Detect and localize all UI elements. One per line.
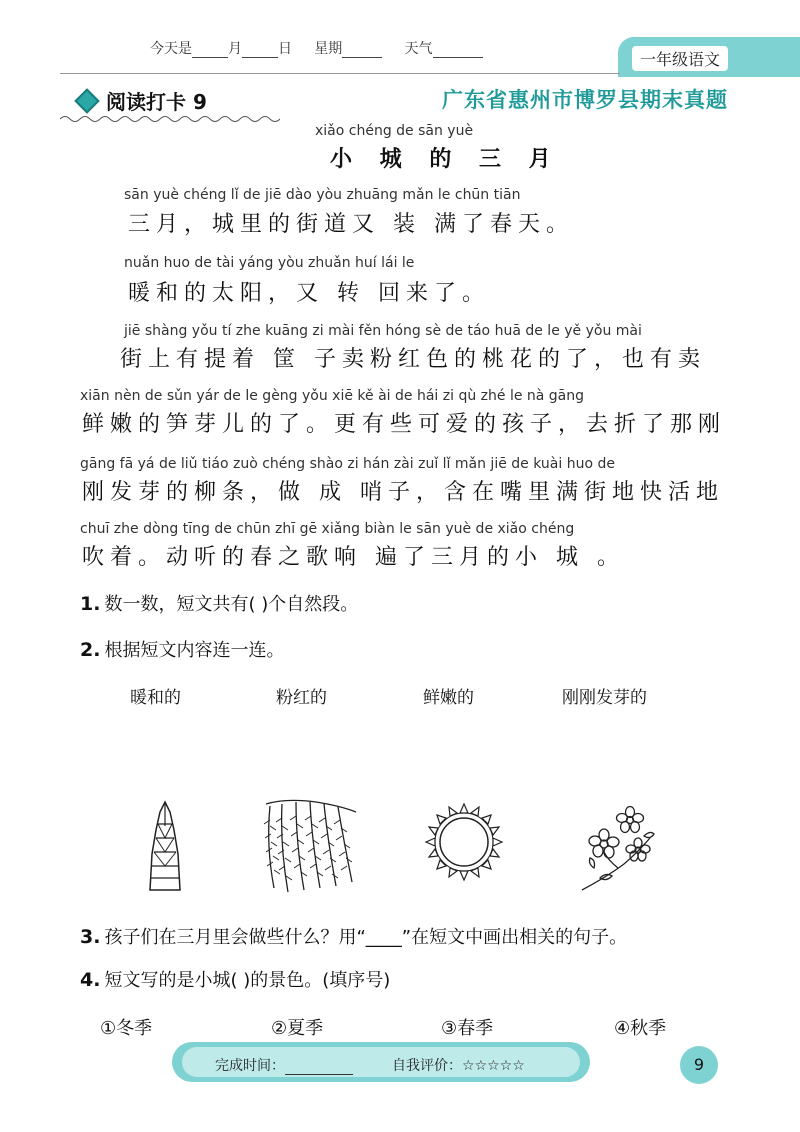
q4-number: 4. [80, 969, 101, 991]
q2-text: 根据短文内容连一连。 [104, 640, 285, 661]
question-1 [80, 590, 358, 616]
line2-text: 暖和的太阳，又 转 回来了。 [128, 281, 490, 306]
willow-icon[interactable] [256, 796, 362, 896]
peach-blossom-icon[interactable] [578, 798, 658, 894]
q1-number: 1. [80, 593, 101, 615]
time-label: 完成时间： [215, 1058, 285, 1074]
grade-label: 一年级语文 [632, 46, 728, 71]
line2-pinyin: nuǎn huo de tài yáng yòu zhuǎn huí lái le [124, 255, 415, 271]
rating-stars[interactable]: ☆☆☆☆☆ [462, 1058, 525, 1074]
self-rating [392, 1055, 525, 1075]
match-word-sprouting[interactable]: 刚刚发芽的 [562, 688, 647, 708]
line5-pinyin: gāng fā yá de liǔ tiáo zuò chéng shào zi hán zài zuǐ lǐ mǎn jiē de kuài huo de [80, 456, 615, 472]
rating-label: 自我评价： [392, 1058, 462, 1074]
weather-blank[interactable] [433, 43, 483, 58]
line4-pinyin: xiān nèn de sǔn yár de le gèng yǒu xiē kě ài de hái zi qù zhé le nà gāng [80, 388, 585, 404]
bamboo-shoot-icon[interactable] [140, 798, 190, 894]
line1-pinyin: sān yuè chéng lǐ de jiē dào yòu zhuāng mǎn le chūn tiān [124, 187, 521, 203]
question-2 [80, 636, 284, 662]
page-number: 9 [680, 1046, 718, 1084]
weekday-label: 星期 [314, 41, 343, 57]
option-summer[interactable]: ②夏季 [271, 1018, 324, 1039]
day-blank[interactable] [242, 43, 278, 58]
option-spring[interactable]: ③春季 [441, 1018, 494, 1039]
title-pinyin: xiǎo chéng de sān yuè [315, 123, 474, 139]
day-label: 日 [278, 41, 292, 57]
line6-text: 吹着。动听的春之歌响 遍了三月的小 城 。 [82, 545, 625, 570]
line4-text: 鲜嫩的笋芽儿的了。更有些可爱的孩子，去折了那刚 [82, 412, 727, 437]
weekday-blank[interactable] [342, 43, 382, 58]
match-word-warm[interactable]: 暖和的 [130, 688, 181, 708]
grade-tab [618, 37, 800, 77]
match-word-pink[interactable]: 粉红的 [276, 688, 327, 708]
match-word-tender[interactable]: 鲜嫩的 [423, 688, 474, 708]
diamond-icon [74, 88, 99, 113]
line6-pinyin: chuī zhe dòng tīng de chūn zhī gē xiǎng biàn le sān yuè de xiǎo chéng [80, 521, 575, 537]
question-4 [80, 966, 390, 992]
exam-source: 广东省惠州市博罗县期末真题 [442, 88, 728, 112]
q3-text: 孩子们在三月里会做些什么？用“____”在短文中画出相关的句子。 [104, 927, 628, 948]
line5-text: 刚发芽的柳条，做 成 哨子，含在嘴里满街地快活地 [82, 480, 724, 505]
q2-number: 2. [80, 639, 101, 661]
section-heading [78, 86, 207, 115]
completion-time [215, 1055, 353, 1075]
sun-icon[interactable] [422, 800, 506, 884]
q3-number: 3. [80, 926, 101, 948]
q1-text[interactable]: 数一数，短文共有( )个自然段。 [104, 594, 359, 615]
line3-text: 街上有提着 筐 子卖粉红色的桃花的了，也有卖 [120, 347, 706, 372]
time-blank[interactable] [285, 1074, 353, 1075]
month-blank[interactable] [192, 43, 228, 58]
option-autumn[interactable]: ④秋季 [614, 1018, 667, 1039]
section-title: 阅读打卡 9 [106, 90, 207, 114]
q4-text[interactable]: 短文写的是小城( )的景色。(填序号) [104, 970, 391, 991]
today-label: 今天是 [150, 41, 192, 57]
line3-pinyin: jiē shàng yǒu tí zhe kuāng zi mài fěn hóng sè de táo huā de le yě yǒu mài [124, 323, 642, 339]
line1-text: 三月，城里的街道又 装 满了春天。 [128, 212, 574, 237]
header-divider [60, 73, 620, 74]
question-3 [80, 923, 627, 949]
month-label: 月 [228, 41, 242, 57]
weather-label: 天气 [404, 41, 433, 57]
squiggle-underline [60, 114, 280, 124]
option-winter[interactable]: ①冬季 [100, 1018, 153, 1039]
date-weather-line [150, 38, 483, 58]
passage-title: 小 城 的 三 月 [330, 146, 561, 172]
